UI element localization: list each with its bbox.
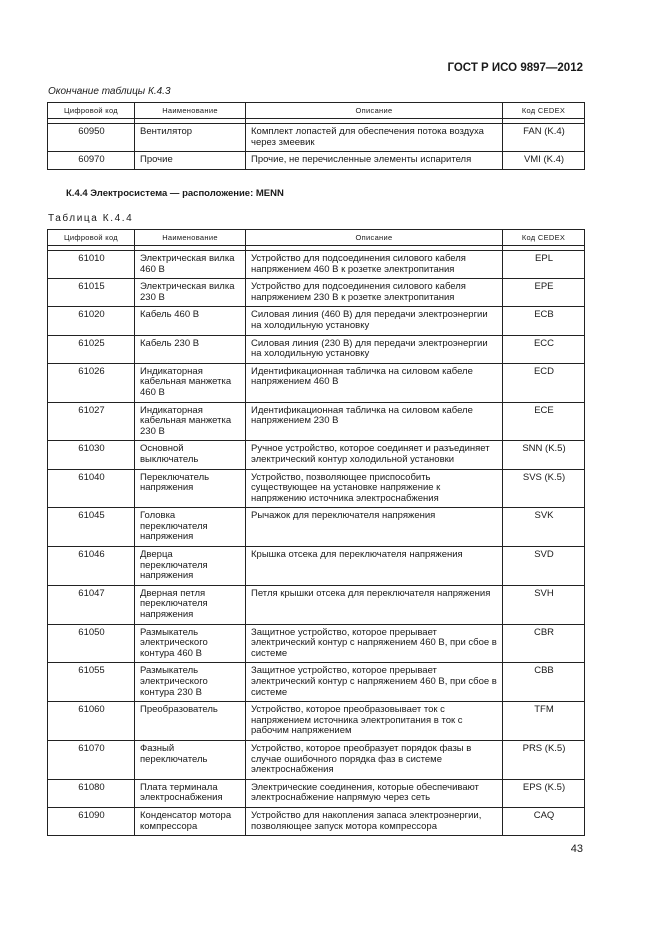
col-header-desc: Описание	[246, 230, 503, 246]
cell-code: 61090	[48, 807, 135, 835]
cell-desc: Петля крышки отсека для переключателя напряжения	[246, 585, 503, 624]
cell-code: 61060	[48, 702, 135, 741]
col-header-code: Цифровой код	[48, 230, 135, 246]
cell-code: 61020	[48, 307, 135, 335]
cell-name: Индикаторная кабельная манжетка 460 В	[135, 363, 246, 402]
cell-desc: Крышка отсека для переключателя напряжения	[246, 547, 503, 586]
cell-desc: Устройство для накопления запаса электроэнергии, позволяющее запуск мотора компрессора	[246, 807, 503, 835]
cell-code: 61027	[48, 402, 135, 441]
cell-name: Преобразователь	[135, 702, 246, 741]
table-row	[48, 508, 585, 547]
table-row	[48, 124, 585, 152]
cell-cedex: EPE	[503, 279, 585, 307]
cell-name: Основной выключатель	[135, 441, 246, 469]
table-row	[48, 702, 585, 741]
table-row	[48, 663, 585, 702]
table-row	[48, 251, 585, 279]
cell-cedex: CBR	[503, 624, 585, 663]
cell-cedex: ECD	[503, 363, 585, 402]
cell-name: Индикаторная кабельная манжетка 230 В	[135, 402, 246, 441]
table-row	[48, 585, 585, 624]
table-row	[48, 740, 585, 779]
cell-code: 61046	[48, 547, 135, 586]
table-row	[48, 441, 585, 469]
cell-cedex: SVD	[503, 547, 585, 586]
cell-name: Головка переключателя напряжения	[135, 508, 246, 547]
cell-desc: Идентификационная табличка на силовом кабеле напряжением 230 В	[246, 402, 503, 441]
cell-cedex: ECC	[503, 335, 585, 363]
cell-name: Кабель 460 В	[135, 307, 246, 335]
cell-cedex: PRS (K.5)	[503, 740, 585, 779]
col-header-desc: Описание	[246, 103, 503, 119]
cell-name: Фазный переключатель	[135, 740, 246, 779]
cell-code: 61030	[48, 441, 135, 469]
cell-name: Размыкатель электрического контура 230 В	[135, 663, 246, 702]
cell-code: 61070	[48, 740, 135, 779]
cell-code: 60970	[48, 152, 135, 170]
cell-code: 61047	[48, 585, 135, 624]
page-number: 43	[570, 843, 583, 855]
table-row	[48, 152, 585, 170]
cell-cedex: VMI (K.4)	[503, 152, 585, 170]
cell-name: Переключатель напряжения	[135, 469, 246, 508]
cell-cedex: TFM	[503, 702, 585, 741]
cell-desc: Защитное устройство, которое прерывает электрический контур с напряжением 460 В, при сбое в системе	[246, 663, 503, 702]
cell-desc: Идентификационная табличка на силовом кабеле напряжением 460 В	[246, 363, 503, 402]
continuation-caption: Окончание таблицы К.4.3	[48, 86, 171, 97]
col-header-name: Наименование	[135, 103, 246, 119]
cell-code: 60950	[48, 124, 135, 152]
cell-desc: Устройство для подсоединения силового кабеля напряжением 460 В к розетке электропитания	[246, 251, 503, 279]
cell-code: 61010	[48, 251, 135, 279]
table-row	[48, 279, 585, 307]
cell-desc: Прочие, не перечисленные элементы испарителя	[246, 152, 503, 170]
cell-desc: Комплект лопастей для обеспечения потока воздуха через змеевик	[246, 124, 503, 152]
table-row	[48, 335, 585, 363]
cell-cedex: ECB	[503, 307, 585, 335]
col-header-code: Цифровой код	[48, 103, 135, 119]
cell-code: 61015	[48, 279, 135, 307]
cell-desc: Устройство, позволяющее приспособить существующее на установке напряжение к напряжению источника электроснабжения	[246, 469, 503, 508]
table-row	[48, 547, 585, 586]
cell-code: 61050	[48, 624, 135, 663]
cell-desc: Устройство, которое преобразовывает ток с напряжением источника электропитания в ток с рабочим напряжением	[246, 702, 503, 741]
cell-desc: Ручное устройство, которое соединяет и разъединяет электрический контур холодильной установки	[246, 441, 503, 469]
col-header-cedex: Код CEDEX	[503, 103, 585, 119]
cell-name: Электрическая вилка 230 В	[135, 279, 246, 307]
cell-desc: Силовая линия (230 В) для передачи электроэнергии на холодильную установку	[246, 335, 503, 363]
table-row	[48, 807, 585, 835]
cell-code: 61025	[48, 335, 135, 363]
cell-desc: Электрические соединения, которые обеспечивают электроснабжение напрямую через сеть	[246, 779, 503, 807]
cell-desc: Защитное устройство, которое прерывает электрический контур с напряжением 460 В, при сбое в системе	[246, 624, 503, 663]
cell-name: Вентилятор	[135, 124, 246, 152]
section-heading: К.4.4 Электросистема — расположение: MENN	[66, 188, 284, 199]
cell-desc: Рычажок для переключателя напряжения	[246, 508, 503, 547]
cell-cedex: SVK	[503, 508, 585, 547]
table-row	[48, 779, 585, 807]
cell-code: 61026	[48, 363, 135, 402]
table-caption: Таблица К.4.4	[48, 213, 134, 224]
cell-code: 61040	[48, 469, 135, 508]
table-k43-end	[47, 102, 585, 170]
cell-name: Дверная петля переключателя напряжения	[135, 585, 246, 624]
cell-desc: Устройство для подсоединения силового кабеля напряжением 230 В к розетке электропитания	[246, 279, 503, 307]
col-header-cedex: Код CEDEX	[503, 230, 585, 246]
cell-cedex: SVH	[503, 585, 585, 624]
document-header: ГОСТ Р ИСО 9897—2012	[447, 62, 583, 74]
cell-desc: Устройство, которое преобразует порядок фазы в случае ошибочного порядка фаз в системе электроснабжения	[246, 740, 503, 779]
cell-cedex: FAN (K.4)	[503, 124, 585, 152]
col-header-name: Наименование	[135, 230, 246, 246]
cell-cedex: CAQ	[503, 807, 585, 835]
cell-name: Прочие	[135, 152, 246, 170]
table-row	[48, 469, 585, 508]
cell-code: 61080	[48, 779, 135, 807]
cell-name: Кабель 230 В	[135, 335, 246, 363]
table-row	[48, 307, 585, 335]
cell-name: Размыкатель электрического контура 460 В	[135, 624, 246, 663]
cell-name: Дверца переключателя напряжения	[135, 547, 246, 586]
table-k44	[47, 229, 585, 836]
cell-cedex: EPL	[503, 251, 585, 279]
cell-desc: Силовая линия (460 В) для передачи электроэнергии на холодильную установку	[246, 307, 503, 335]
table-row	[48, 363, 585, 402]
cell-cedex: SNN (K.5)	[503, 441, 585, 469]
cell-cedex: CBB	[503, 663, 585, 702]
cell-code: 61045	[48, 508, 135, 547]
cell-code: 61055	[48, 663, 135, 702]
cell-name: Плата терминала электроснабжения	[135, 779, 246, 807]
cell-cedex: SVS (K.5)	[503, 469, 585, 508]
cell-cedex: ECE	[503, 402, 585, 441]
table-row	[48, 402, 585, 441]
table-row	[48, 624, 585, 663]
cell-name: Конденсатор мотора компрессора	[135, 807, 246, 835]
cell-cedex: EPS (K.5)	[503, 779, 585, 807]
cell-name: Электрическая вилка 460 В	[135, 251, 246, 279]
